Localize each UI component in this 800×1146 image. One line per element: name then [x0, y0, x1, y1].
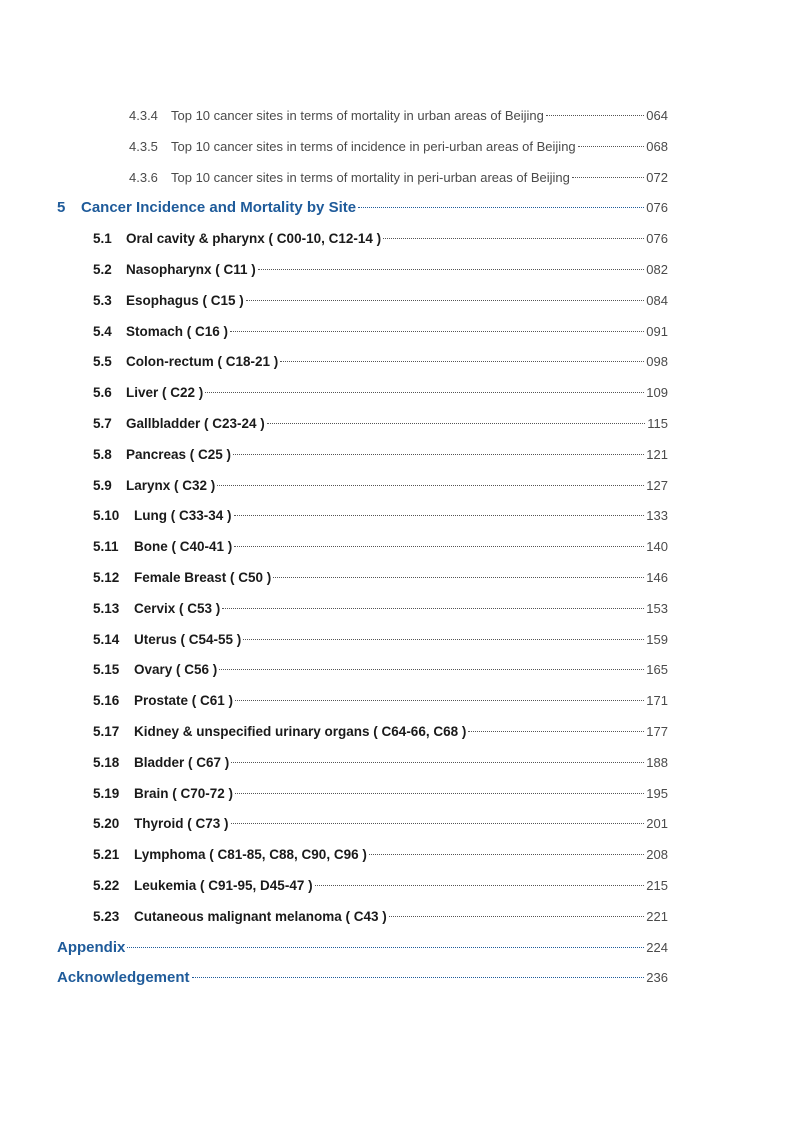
dot-leader	[267, 423, 645, 424]
dot-leader	[205, 392, 644, 393]
entry-title: Bone ( C40-41 )	[134, 539, 233, 555]
entry-page: 121	[646, 446, 668, 462]
entry-title: Kidney & unspecified urinary organs ( C64-66, C68 )	[134, 723, 467, 739]
entry-number: 5.9	[93, 477, 112, 493]
dot-leader	[280, 361, 644, 362]
toc-entry-5-10[interactable]	[0, 501, 668, 532]
toc-entry-4-3-6[interactable]	[0, 163, 668, 194]
entry-page: 159	[646, 631, 668, 647]
entry-page: 076	[646, 231, 668, 247]
dot-leader	[572, 177, 644, 178]
entry-title: Cervix ( C53 )	[134, 600, 221, 616]
dot-leader	[468, 731, 644, 732]
entry-number: 5.7	[93, 415, 112, 431]
toc-entry-5-9[interactable]	[0, 471, 668, 502]
toc-entry-5-4[interactable]	[0, 317, 668, 348]
entry-page: 165	[646, 662, 668, 678]
entry-number: 5.6	[93, 385, 112, 401]
entry-number: 5.17	[93, 723, 120, 739]
entry-number: 4.3.6	[129, 169, 158, 185]
entry-title: Gallbladder ( C23-24 )	[126, 415, 265, 431]
entry-title: Pancreas ( C25 )	[126, 446, 232, 462]
entry-number: 5.1	[93, 231, 112, 247]
entry-title: Colon-rectum ( C18-21 )	[126, 354, 279, 370]
entry-title: Liver ( C22 )	[126, 385, 204, 401]
dot-leader	[258, 269, 645, 270]
toc-entry-5-16[interactable]	[0, 686, 668, 717]
dot-leader	[246, 300, 645, 301]
toc-entry-5-2[interactable]	[0, 255, 668, 286]
dot-leader	[369, 854, 644, 855]
entry-page: 188	[646, 754, 668, 770]
entry-number: 5.3	[93, 292, 112, 308]
dot-leader	[231, 823, 645, 824]
dot-leader	[315, 885, 645, 886]
entry-number: 5.23	[93, 908, 120, 924]
entry-page: 091	[646, 323, 668, 339]
entry-number: 5.8	[93, 446, 112, 462]
dot-leader	[234, 515, 645, 516]
appendix-title: Appendix	[57, 938, 126, 956]
toc-entry-5-21[interactable]	[0, 840, 668, 871]
entry-number: 5.18	[93, 754, 120, 770]
entry-title: Larynx ( C32 )	[126, 477, 216, 493]
dot-leader	[243, 639, 644, 640]
entry-number: 5.15	[93, 662, 120, 678]
entry-number: 5.4	[93, 323, 112, 339]
entry-number: 5.10	[93, 508, 120, 524]
chapter-title: Cancer Incidence and Mortality by Site	[81, 199, 357, 217]
entry-page: 201	[646, 816, 668, 832]
toc-entry-5-1[interactable]	[0, 224, 668, 255]
entry-number: 5.21	[93, 847, 120, 863]
entry-number: 5.20	[93, 816, 120, 832]
toc-entry-5-12[interactable]	[0, 563, 668, 594]
dot-leader	[230, 331, 644, 332]
dot-leader	[578, 146, 645, 147]
entry-title: Leukemia ( C91-95, D45-47 )	[134, 877, 313, 893]
toc-entry-5-15[interactable]	[0, 655, 668, 686]
dot-leader	[389, 916, 645, 917]
entry-page: 215	[646, 877, 668, 893]
toc-entry-5-20[interactable]	[0, 809, 668, 840]
entry-page: 064	[646, 108, 668, 123]
toc-entry-5-19[interactable]	[0, 779, 668, 810]
entry-title: Top 10 cancer sites in terms of mortality in urban areas of Beijing	[171, 108, 544, 123]
entry-title: Oral cavity & pharynx ( C00-10, C12-14 )	[126, 231, 382, 247]
dot-leader	[192, 977, 645, 978]
dot-leader	[217, 485, 644, 486]
entry-page: 109	[646, 385, 668, 401]
entry-number: 4.3.4	[129, 108, 158, 123]
appendix-page: 224	[646, 939, 668, 955]
chapter-number: 5	[57, 199, 66, 217]
entry-number: 5.12	[93, 569, 120, 585]
toc-entry-5-14[interactable]	[0, 625, 668, 656]
entry-title: Ovary ( C56 )	[134, 662, 218, 678]
dot-leader	[231, 762, 644, 763]
dot-leader	[235, 700, 644, 701]
toc-entry-4-3-4[interactable]	[0, 101, 668, 132]
chapter-page: 076	[646, 200, 668, 216]
dot-leader	[358, 207, 644, 208]
acknowledgement-title: Acknowledgement	[57, 969, 190, 987]
dot-leader	[127, 947, 644, 948]
entry-page: 133	[646, 508, 668, 524]
dot-leader	[222, 608, 644, 609]
entry-title: Top 10 cancer sites in terms of mortality in peri-urban areas of Beijing	[171, 169, 570, 185]
dot-leader	[234, 546, 644, 547]
entry-title: Lung ( C33-34 )	[134, 508, 232, 524]
dot-leader	[233, 454, 644, 455]
dot-leader	[235, 793, 644, 794]
entry-page: 177	[646, 723, 668, 739]
entry-page: 084	[646, 292, 668, 308]
entry-title: Esophagus ( C15 )	[126, 292, 244, 308]
entry-number: 5.13	[93, 600, 120, 616]
entry-number: 5.16	[93, 693, 120, 709]
table-of-contents	[0, 101, 800, 994]
toc-entry-5-3[interactable]	[0, 286, 668, 317]
toc-entry-5-23[interactable]	[0, 902, 668, 933]
toc-entry-5-5[interactable]	[0, 347, 668, 378]
toc-entry-5-17[interactable]	[0, 717, 668, 748]
entry-page: 146	[646, 569, 668, 585]
entry-title: Female Breast ( C50 )	[134, 569, 272, 585]
entry-number: 4.3.5	[129, 138, 158, 154]
entry-title: Top 10 cancer sites in terms of incidence in peri-urban areas of Beijing	[171, 138, 576, 154]
entry-number: 5.2	[93, 261, 112, 277]
entry-number: 5.19	[93, 785, 120, 801]
entry-title: Thyroid ( C73 )	[134, 816, 229, 832]
entry-title: Prostate ( C61 )	[134, 693, 234, 709]
toc-entry-4-3-5[interactable]	[0, 132, 668, 163]
dot-leader	[383, 238, 644, 239]
entry-title: Bladder ( C67 )	[134, 754, 230, 770]
entry-title: Nasopharynx ( C11 )	[126, 261, 256, 277]
toc-chapter-5[interactable]	[0, 193, 668, 224]
entry-title: Stomach ( C16 )	[126, 323, 229, 339]
entry-page: 195	[646, 785, 668, 801]
entry-title: Brain ( C70-72 )	[134, 785, 234, 801]
entry-number: 5.14	[93, 631, 120, 647]
entry-number: 5.5	[93, 354, 112, 370]
toc-entry-5-22[interactable]	[0, 871, 668, 902]
entry-number: 5.11	[93, 539, 119, 555]
acknowledgement-page: 236	[646, 970, 668, 986]
toc-appendix[interactable]	[0, 933, 668, 964]
entry-page: 153	[646, 600, 668, 616]
entry-title: Lymphoma ( C81-85, C88, C90, C96 )	[134, 847, 367, 863]
toc-entry-5-18[interactable]	[0, 748, 668, 779]
entry-page: 098	[646, 354, 668, 370]
dot-leader	[546, 115, 644, 116]
entry-page: 068	[646, 138, 668, 154]
toc-entry-5-8[interactable]	[0, 440, 668, 471]
toc-entry-5-6[interactable]	[0, 378, 668, 409]
toc-entry-5-11[interactable]	[0, 532, 668, 563]
entry-title: Cutaneous malignant melanoma ( C43 )	[134, 908, 387, 924]
entry-page: 072	[646, 169, 668, 185]
entry-title: Uterus ( C54-55 )	[134, 631, 242, 647]
entry-page: 127	[646, 477, 668, 493]
toc-entry-5-13[interactable]	[0, 594, 668, 625]
entry-page: 221	[646, 908, 668, 924]
entry-number: 5.22	[93, 877, 120, 893]
entry-page: 208	[646, 847, 668, 863]
entry-page: 171	[646, 693, 668, 709]
dot-leader	[273, 577, 644, 578]
toc-entry-5-7[interactable]	[0, 409, 668, 440]
entry-page: 082	[646, 261, 668, 277]
entry-page: 115	[647, 415, 668, 431]
toc-acknowledgement[interactable]	[0, 963, 668, 994]
site-entries	[0, 224, 800, 932]
entry-page: 140	[646, 539, 668, 555]
dot-leader	[219, 669, 644, 670]
